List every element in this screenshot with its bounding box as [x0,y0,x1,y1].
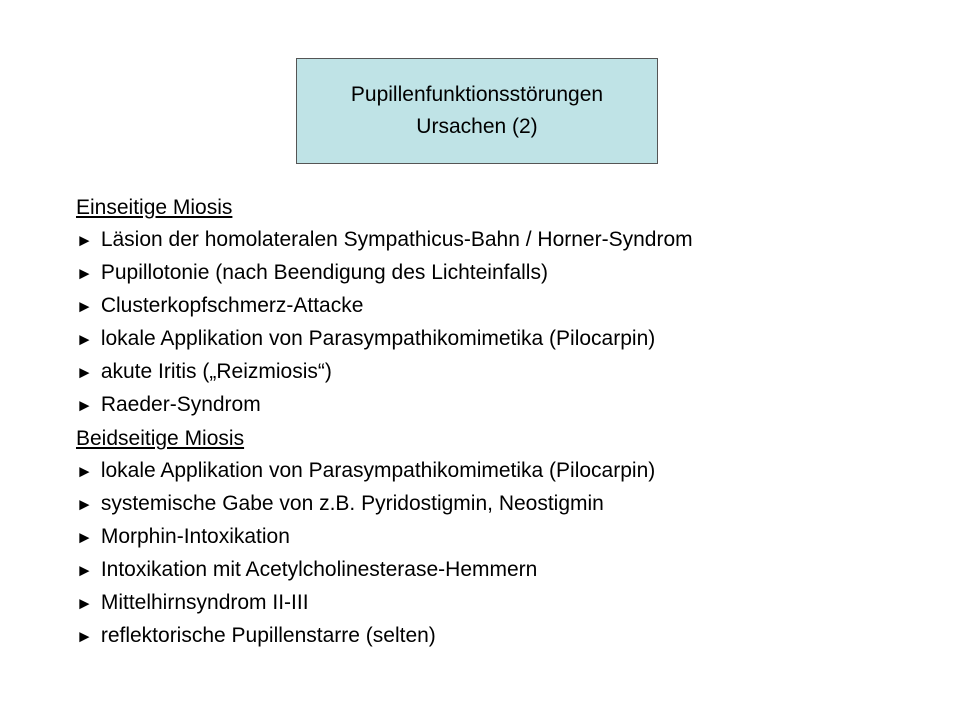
section-heading: Beidseitige Miosis [76,427,245,450]
bullet-arrow-icon: ► [76,297,93,316]
bullet-arrow-icon: ► [76,462,93,481]
bullet-list [76,455,655,653]
list-item-text: Läsion der homolateralen Sympathicus-Bahn / Horner-Syndrom [100,228,693,251]
list-item-text: akute Iritis („Reizmiosis“) [100,360,332,383]
bullet-arrow-icon: ► [76,396,93,415]
list-item-text: systemische Gabe von z.B. Pyridostigmin, Neostigmin [100,492,604,515]
list-item [76,488,655,521]
list-item-text: Raeder-Syndrom [100,393,261,416]
list-item [76,620,655,653]
list-item [76,554,655,587]
bullet-arrow-icon: ► [76,363,93,382]
list-item-text: reflektorische Pupillenstarre (selten) [100,624,436,647]
list-item [76,521,655,554]
list-item-text: lokale Applikation von Parasympathikomimetika (Pilocarpin) [100,327,656,350]
list-item-text: lokale Applikation von Parasympathikomimetika (Pilocarpin) [100,459,656,482]
bullet-arrow-icon: ► [76,528,93,547]
slide-subtitle: Ursachen (2) [416,115,538,138]
list-item-text: Intoxikation mit Acetylcholinesterase-Hemmern [100,558,538,581]
list-item [76,257,693,290]
bullet-arrow-icon: ► [76,561,93,580]
list-item-text: Mittelhirnsyndrom II-III [100,591,309,614]
title-box [296,58,658,164]
list-item [76,455,655,488]
bullet-arrow-icon: ► [76,495,93,514]
list-item [76,224,693,257]
bullet-arrow-icon: ► [76,264,93,283]
slide-title: Pupillenfunktionsstörungen [350,83,604,106]
bullet-arrow-icon: ► [76,627,93,646]
list-item [76,323,693,356]
bullet-arrow-icon: ► [76,330,93,349]
list-item [76,356,693,389]
bullet-arrow-icon: ► [76,594,93,613]
list-item-text: Pupillotonie (nach Beendigung des Lichteinfalls) [100,261,548,284]
list-item [76,290,693,323]
section-unilateral-miosis [76,192,693,422]
bullet-arrow-icon: ► [76,231,93,250]
section-heading: Einseitige Miosis [76,196,233,219]
bullet-list [76,224,693,422]
list-item-text: Clusterkopfschmerz-Attacke [100,294,364,317]
list-item-text: Morphin-Intoxikation [100,525,290,548]
section-bilateral-miosis [76,423,655,653]
list-item [76,587,655,620]
list-item [76,389,693,422]
